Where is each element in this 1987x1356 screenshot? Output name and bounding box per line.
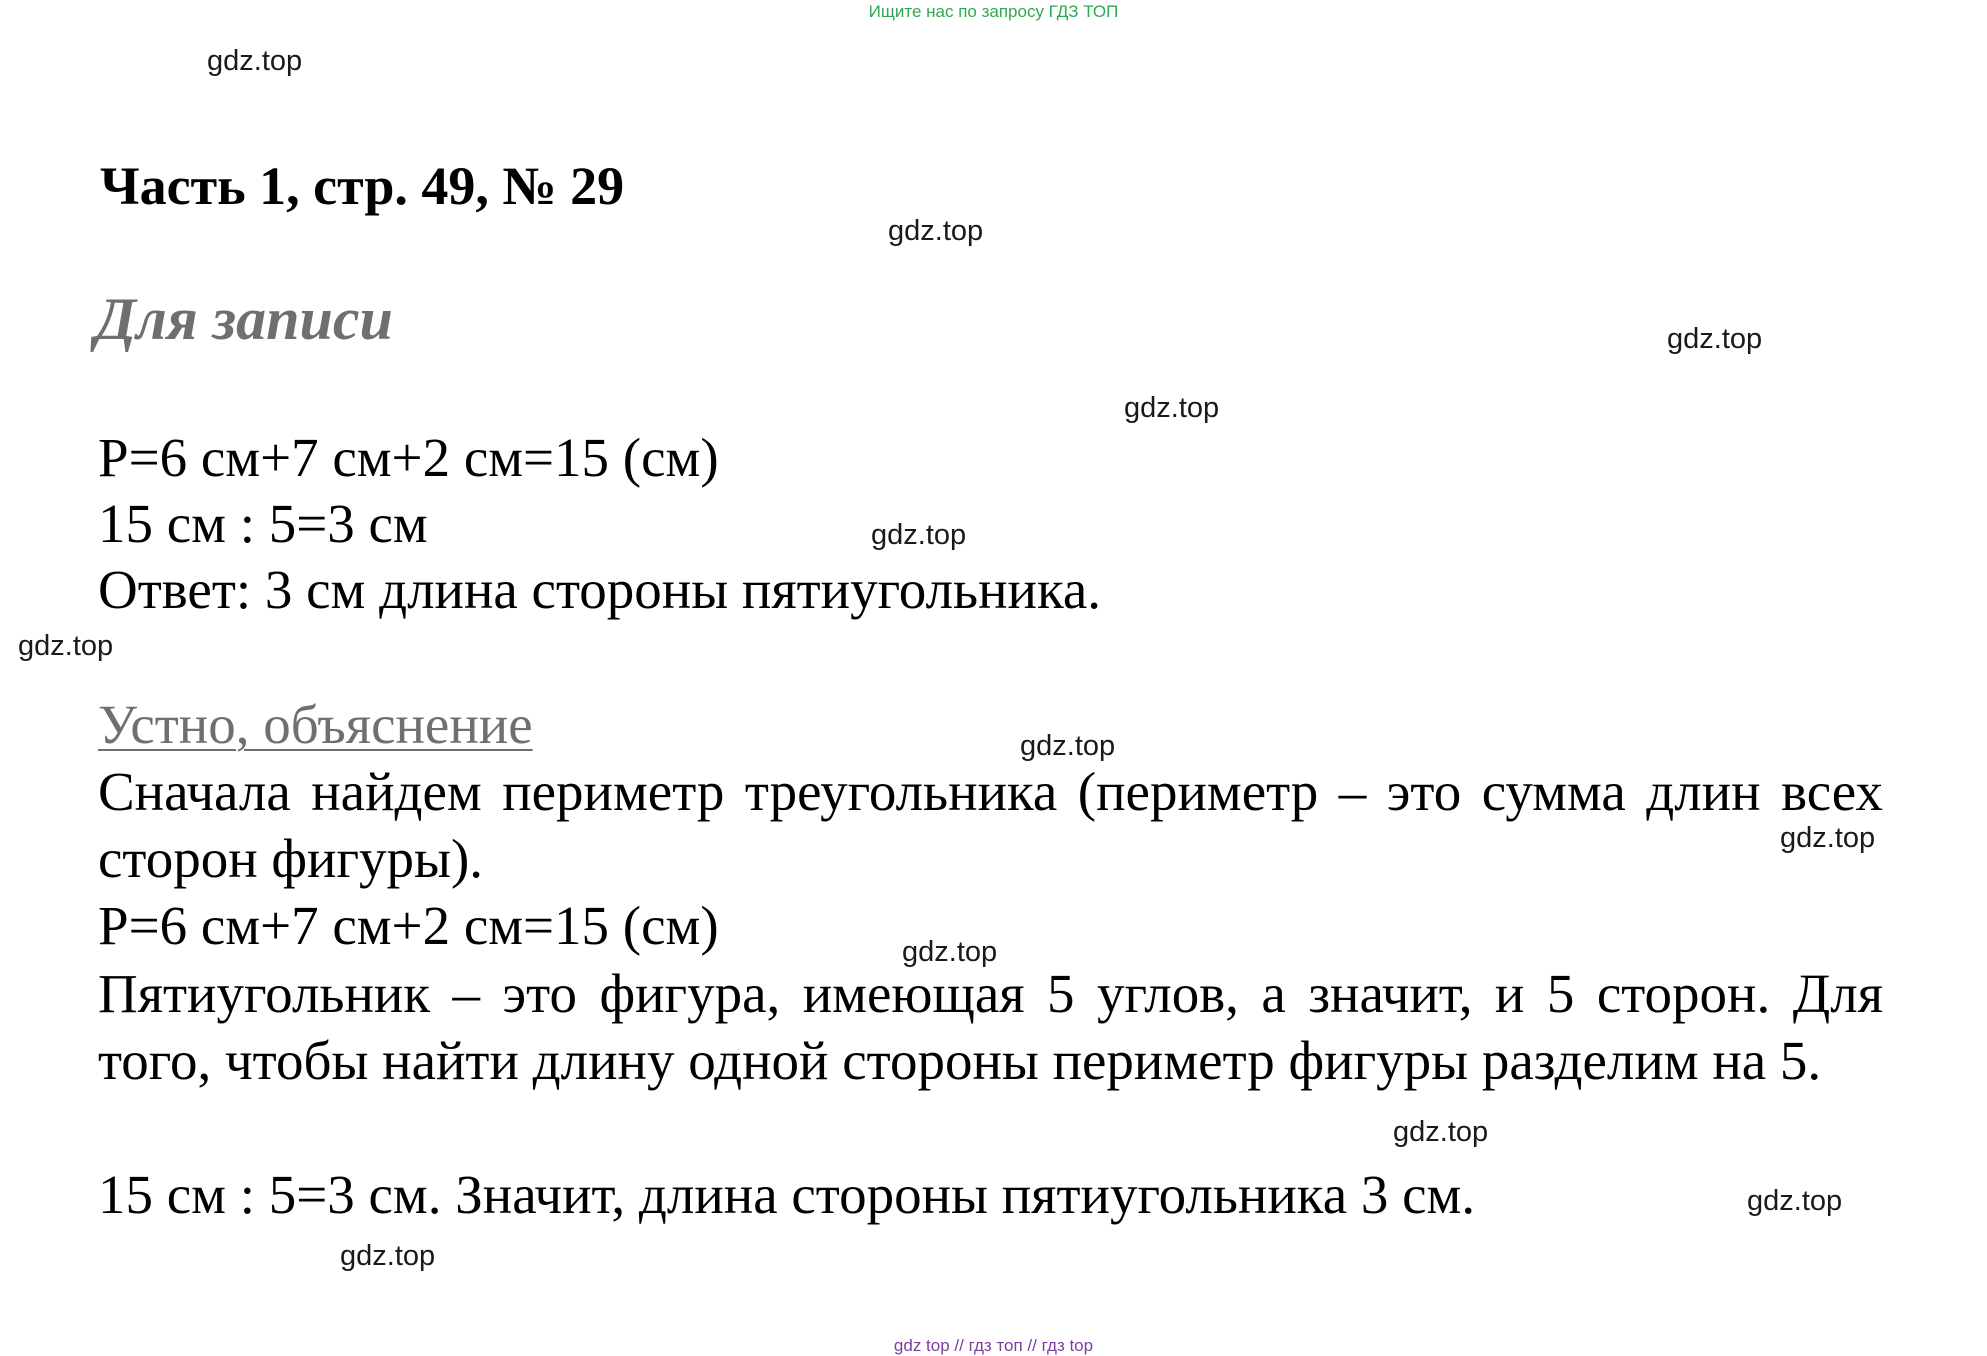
- page-title: Часть 1, стр. 49, № 29: [100, 156, 625, 216]
- explanation-paragraph: Пятиугольник – это фигура, имеющая 5 углов, а значит, и 5 сторон. Для того, чтобы найти длину одной стороны периметр фигуры разделим на 5.: [98, 963, 1883, 1091]
- watermark: gdz.top: [1020, 730, 1116, 762]
- top-banner: Ищите нас по запросу ГДЗ ТОП: [868, 2, 1119, 21]
- watermark: gdz.top: [18, 630, 114, 662]
- watermark: gdz.top: [871, 519, 967, 551]
- watermark: gdz.top: [340, 1240, 436, 1272]
- record-line: P=6 см+7 см+2 см=15 (см): [98, 427, 719, 488]
- explanation-heading: Устно, объяснение: [98, 694, 533, 755]
- explanation-paragraph: Сначала найдем периметр треугольника (периметр – это сумма длин всех сторон фигуры).: [98, 761, 1883, 889]
- watermark: gdz.top: [1780, 822, 1876, 854]
- watermark: gdz.top: [1393, 1116, 1489, 1148]
- watermark: gdz.top: [207, 45, 303, 77]
- footer: gdz top // гдз топ // гдз top: [893, 1336, 1094, 1355]
- record-line: 15 см : 5=3 см: [98, 493, 428, 554]
- watermark: gdz.top: [902, 936, 998, 968]
- answer-line: Ответ: 3 см длина стороны пятиугольника.: [98, 559, 1102, 620]
- watermark: gdz.top: [888, 215, 984, 247]
- watermark: gdz.top: [1747, 1185, 1843, 1217]
- explanation-conclusion: 15 см : 5=3 см. Значит, длина стороны пятиугольника 3 см.: [98, 1164, 1476, 1225]
- section-subtitle: Для записи: [95, 286, 393, 352]
- explanation-formula: P=6 см+7 см+2 см=15 (см): [98, 895, 719, 956]
- watermark: gdz.top: [1667, 323, 1763, 355]
- watermark: gdz.top: [1124, 392, 1220, 424]
